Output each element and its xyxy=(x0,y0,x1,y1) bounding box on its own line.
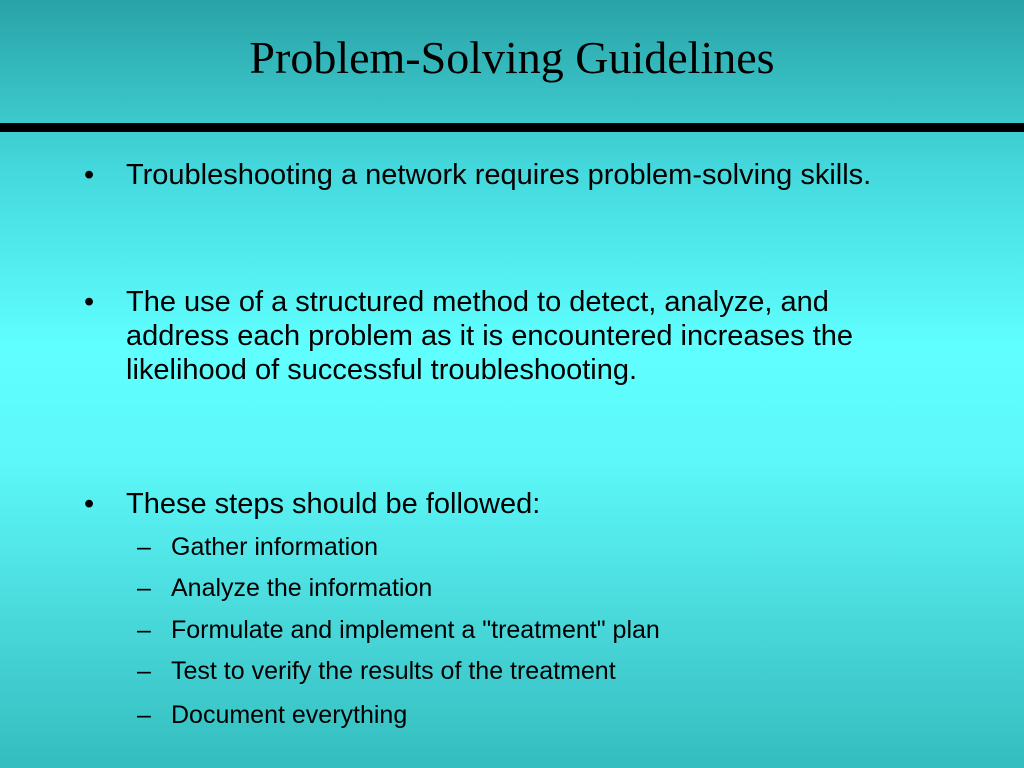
step-text: Analyze the information xyxy=(171,574,433,602)
step-text: Formulate and implement a "treatment" plan xyxy=(171,616,660,644)
step-text: Gather information xyxy=(171,533,379,561)
bullet-item xyxy=(84,285,926,387)
step-text: Test to verify the results of the treatment xyxy=(171,657,616,685)
step-item xyxy=(137,700,931,730)
step-item xyxy=(137,532,931,562)
step-item xyxy=(137,573,931,603)
step-marker: – xyxy=(137,616,151,644)
step-marker: – xyxy=(137,701,151,729)
bullet-text: Troubleshooting a network requires problem-solving skills. xyxy=(126,159,872,191)
step-marker: – xyxy=(137,574,151,602)
step-item xyxy=(137,615,931,645)
bullet-text: The use of a structured method to detect, analyze, and address each problem as it is encountered increases the likelihood of successful troubleshooting. xyxy=(126,286,854,386)
bullet-item xyxy=(84,487,926,521)
step-text: Document everything xyxy=(171,701,408,729)
bullet-marker: • xyxy=(84,159,95,191)
bullet-marker: • xyxy=(84,286,95,318)
step-marker: – xyxy=(137,657,151,685)
step-item xyxy=(137,656,931,686)
slide-title: Problem-Solving Guidelines xyxy=(249,32,775,83)
bullet-marker: • xyxy=(84,488,95,520)
bullet-item xyxy=(84,158,926,192)
step-marker: – xyxy=(137,533,151,561)
bullet-text: These steps should be followed: xyxy=(126,488,541,520)
